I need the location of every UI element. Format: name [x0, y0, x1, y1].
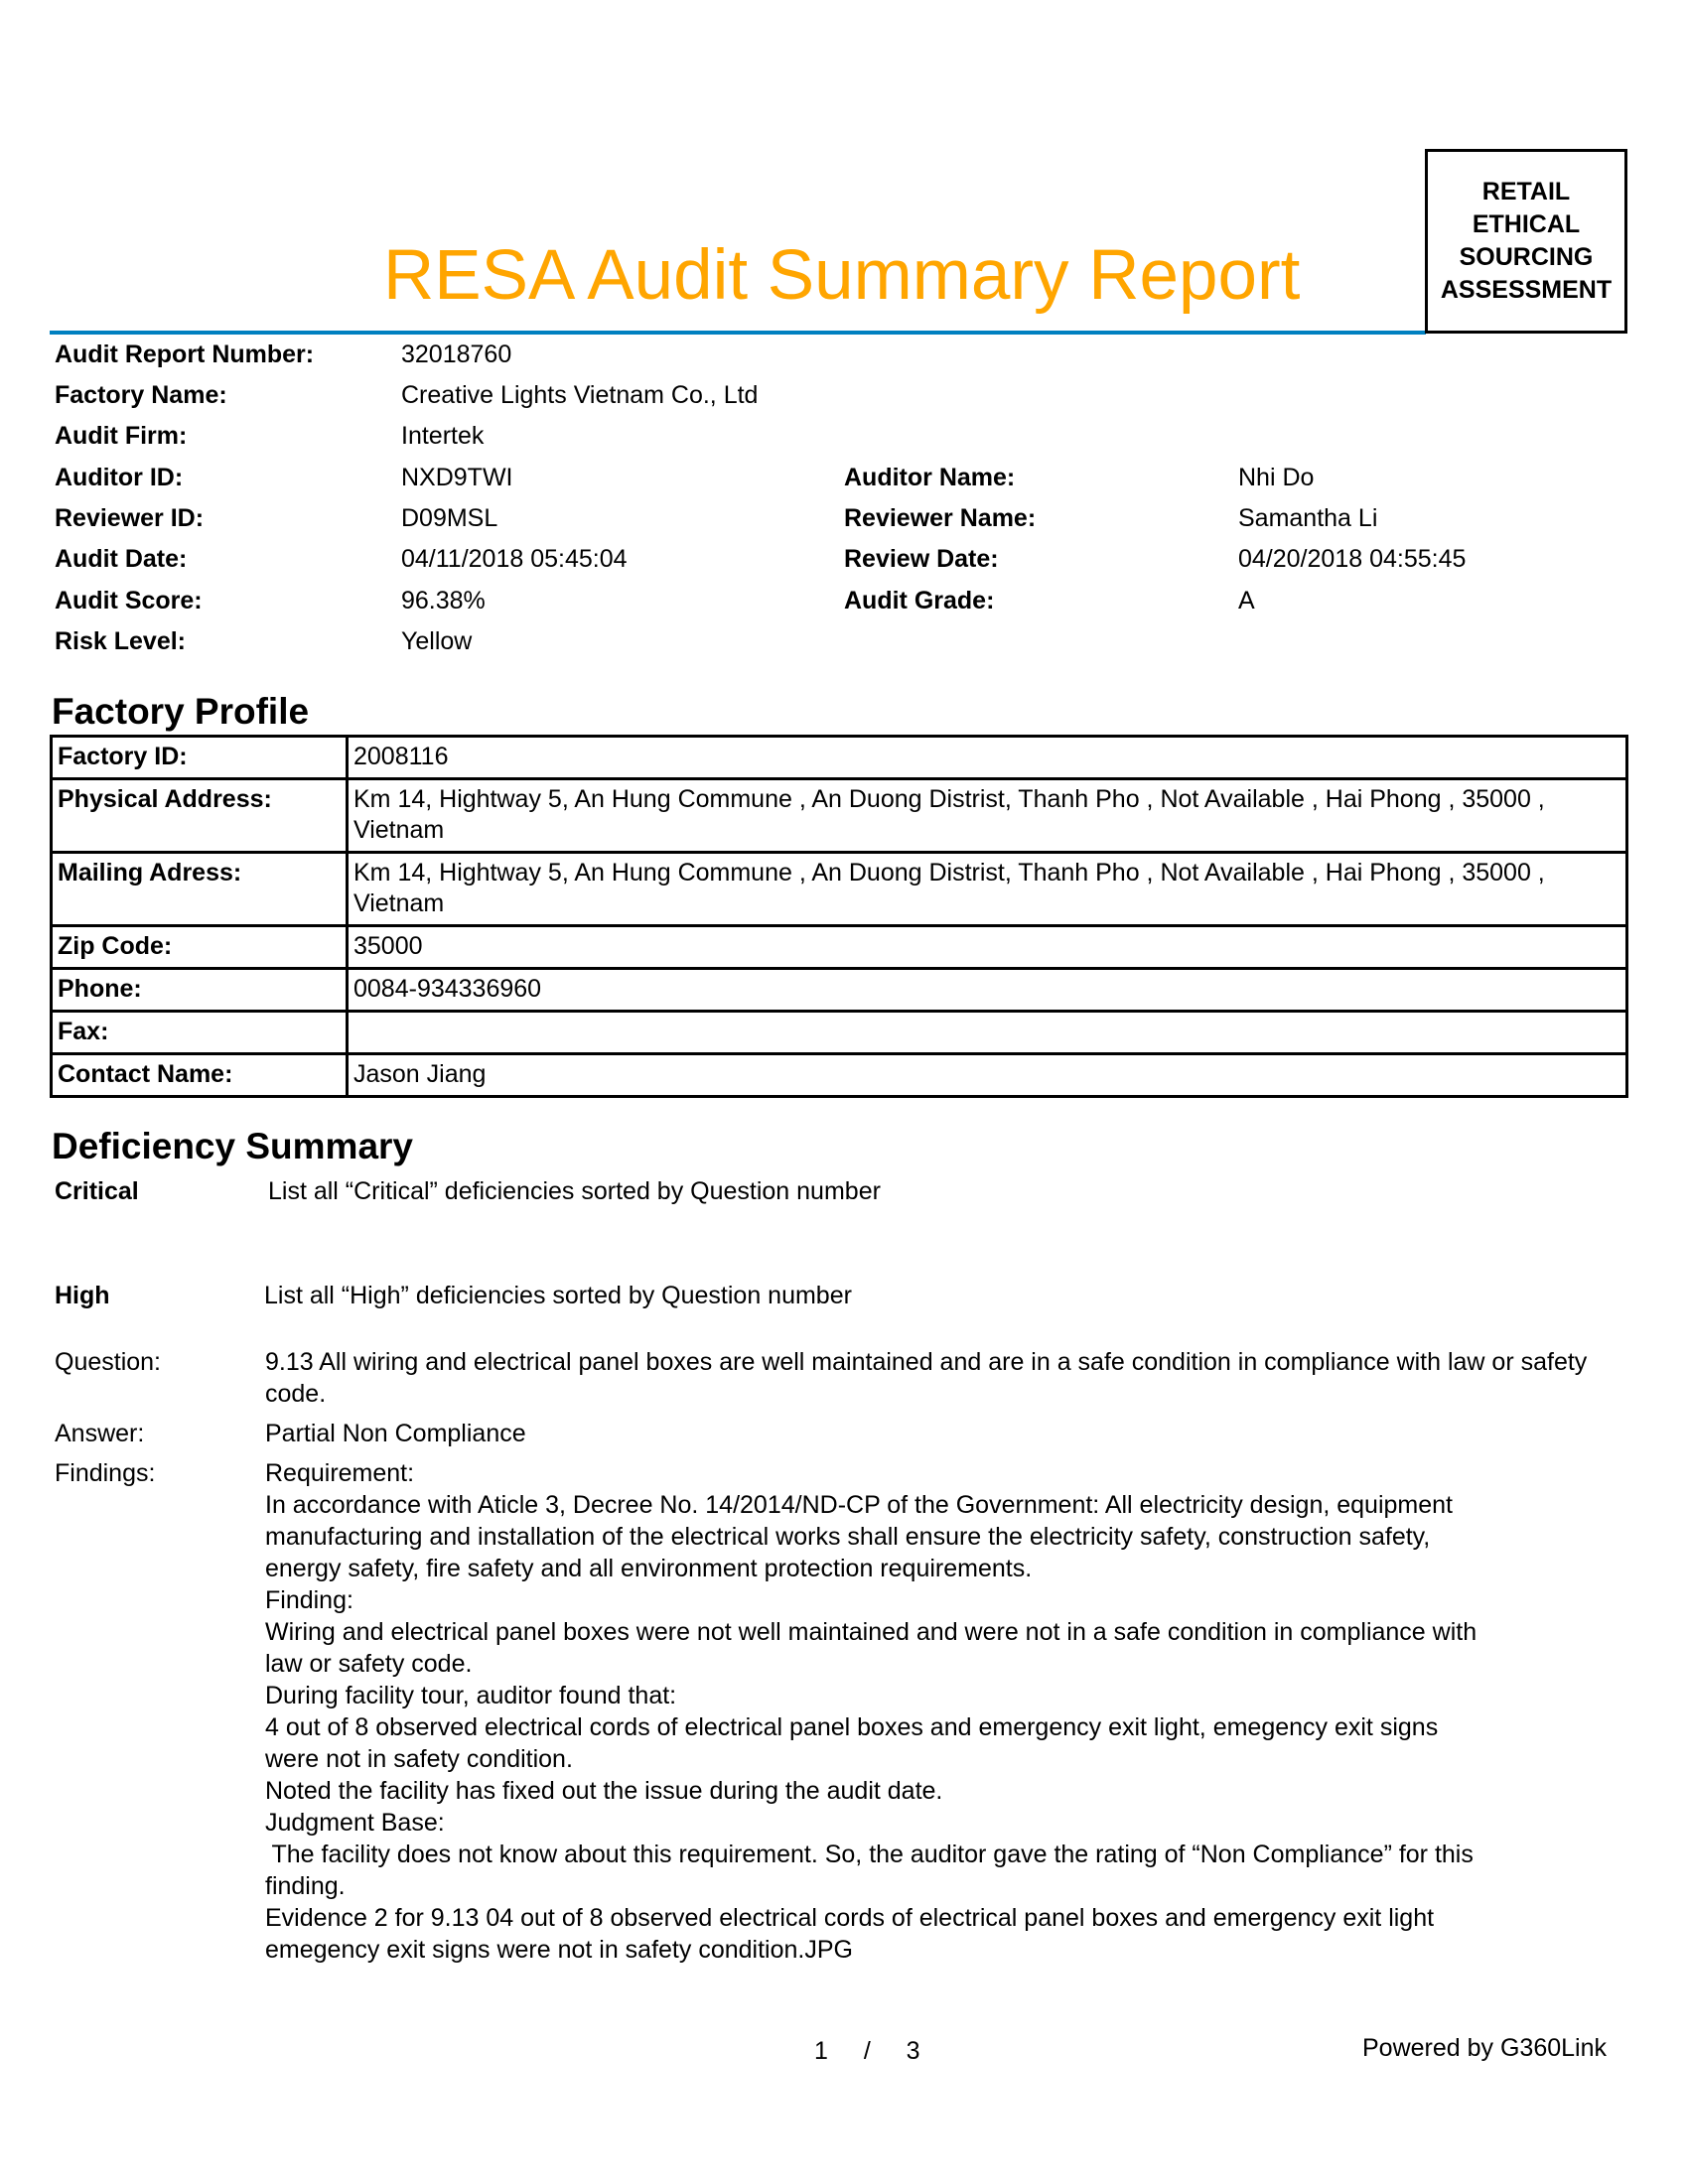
auditor-id-label: Auditor ID:: [55, 464, 184, 491]
factory-name-value: Creative Lights Vietnam Co., Ltd: [401, 381, 759, 409]
findings-line: finding.: [265, 1872, 346, 1900]
page-separator: /: [863, 2037, 871, 2065]
table-row: [52, 779, 1627, 853]
contact-name-value: Jason Jiang: [348, 1054, 1627, 1097]
findings-label: Findings:: [55, 1459, 156, 1487]
factory-id-value: 2008116: [348, 737, 1627, 779]
table-row: [52, 1012, 1627, 1054]
zip-code-label: Zip Code:: [52, 926, 348, 969]
findings-line: Requirement:: [265, 1459, 415, 1487]
page-indicator: [814, 2037, 920, 2066]
resa-logo-box: [1425, 149, 1627, 334]
findings-line: In accordance with Aticle 3, Decree No. 14/2014/ND-CP of the Government: All electricity design, equipment: [265, 1491, 1453, 1519]
auditor-id-value: NXD9TWI: [401, 464, 513, 491]
findings-line: During facility tour, auditor found that:: [265, 1682, 677, 1709]
critical-label: Critical: [55, 1177, 139, 1205]
mailing-address-value: Km 14, Hightway 5, An Hung Commune , An Duong Distrist, Thanh Pho , Not Available , Hai Phong , 35000 , Vietnam: [348, 853, 1627, 926]
review-date-value: 04/20/2018 04:55:45: [1238, 545, 1467, 573]
logo-line: RETAIL: [1481, 178, 1571, 205]
fax-label: Fax:: [52, 1012, 348, 1054]
powered-by-text: Powered by G360Link: [1362, 2034, 1607, 2062]
page-total: 3: [906, 2037, 920, 2065]
findings-line: Evidence 2 for 9.13 04 out of 8 observed electrical cords of electrical panel boxes and emergency exit light: [265, 1904, 1435, 1932]
mailing-address-label: Mailing Adress:: [52, 853, 348, 926]
reviewer-name-value: Samantha Li: [1238, 504, 1378, 532]
findings-line: Wiring and electrical panel boxes were not well maintained and were not in a safe condition in compliance with: [265, 1618, 1477, 1646]
findings-line: Finding:: [265, 1586, 353, 1614]
page-current: 1: [814, 2037, 828, 2065]
physical-address-label: Physical Address:: [52, 779, 348, 853]
table-row: [52, 926, 1627, 969]
findings-line: manufacturing and installation of the electrical works shall ensure the electricity safety, construction safety,: [265, 1523, 1431, 1551]
resa-logo-text: [1441, 176, 1612, 307]
high-text: List all “High” deficiencies sorted by Question number: [264, 1282, 852, 1309]
audit-firm-label: Audit Firm:: [55, 422, 188, 450]
findings-line: were not in safety condition.: [265, 1745, 573, 1773]
critical-text: List all “Critical” deficiencies sorted by Question number: [268, 1177, 881, 1205]
audit-grade-value: A: [1238, 587, 1255, 614]
audit-report-number-value: 32018760: [401, 341, 512, 368]
audit-firm-value: Intertek: [401, 422, 485, 450]
review-date-label: Review Date:: [844, 545, 999, 573]
zip-code-value: 35000: [348, 926, 1627, 969]
table-row: [52, 1054, 1627, 1097]
findings-line: law or safety code.: [265, 1650, 473, 1678]
reviewer-name-label: Reviewer Name:: [844, 504, 1037, 532]
audit-grade-label: Audit Grade:: [844, 587, 995, 614]
findings-line: 4 out of 8 observed electrical cords of electrical panel boxes and emergency exit light, emegency exit signs: [265, 1713, 1439, 1741]
logo-line: ASSESSMENT: [1440, 276, 1613, 304]
reviewer-id-label: Reviewer ID:: [55, 504, 205, 532]
phone-value: 0084-934336960: [348, 969, 1627, 1012]
findings-line: Noted the facility has fixed out the issue during the audit date.: [265, 1777, 943, 1805]
findings-text: [265, 1457, 1630, 1966]
high-label: High: [55, 1282, 110, 1309]
contact-name-label: Contact Name:: [52, 1054, 348, 1097]
table-row: [52, 969, 1627, 1012]
factory-name-label: Factory Name:: [55, 381, 227, 409]
logo-line: ETHICAL: [1472, 210, 1581, 238]
answer-text: Partial Non Compliance: [265, 1420, 526, 1447]
audit-score-value: 96.38%: [401, 587, 486, 614]
question-text: 9.13 All wiring and electrical panel boxes are well maintained and are in a safe condition in compliance with law or safety code.: [265, 1348, 1588, 1408]
risk-level-value: Yellow: [401, 627, 473, 655]
audit-date-value: 04/11/2018 05:45:04: [401, 545, 628, 573]
answer-label: Answer:: [55, 1420, 145, 1447]
logo-line: SOURCING: [1459, 243, 1594, 271]
audit-report-number-label: Audit Report Number:: [55, 341, 315, 368]
findings-line: The facility does not know about this requirement. So, the auditor gave the rating of “Non Compliance” for this: [265, 1841, 1474, 1868]
factory-profile-table: [50, 735, 1628, 1098]
table-row: [52, 737, 1627, 779]
audit-score-label: Audit Score:: [55, 587, 203, 614]
question-label: Question:: [55, 1348, 162, 1376]
audit-date-label: Audit Date:: [55, 545, 188, 573]
factory-profile-heading: Factory Profile: [52, 691, 310, 732]
table-row: [52, 853, 1627, 926]
phone-label: Phone:: [52, 969, 348, 1012]
findings-line: Judgment Base:: [265, 1809, 445, 1837]
reviewer-id-value: D09MSL: [401, 504, 498, 532]
findings-line: emegency exit signs were not in safety condition.JPG: [265, 1936, 853, 1964]
auditor-name-value: Nhi Do: [1238, 464, 1315, 491]
risk-level-label: Risk Level:: [55, 627, 187, 655]
physical-address-value: Km 14, Hightway 5, An Hung Commune , An Duong Distrist, Thanh Pho , Not Available , Hai Phong , 35000 , Vietnam: [348, 779, 1627, 853]
fax-value: [348, 1012, 1627, 1054]
deficiency-summary-heading: Deficiency Summary: [52, 1126, 414, 1166]
findings-line: energy safety, fire safety and all environment protection requirements.: [265, 1555, 1033, 1582]
factory-id-label: Factory ID:: [52, 737, 348, 779]
auditor-name-label: Auditor Name:: [844, 464, 1016, 491]
title-divider: [50, 331, 1426, 335]
report-title: RESA Audit Summary Report: [383, 236, 1301, 315]
